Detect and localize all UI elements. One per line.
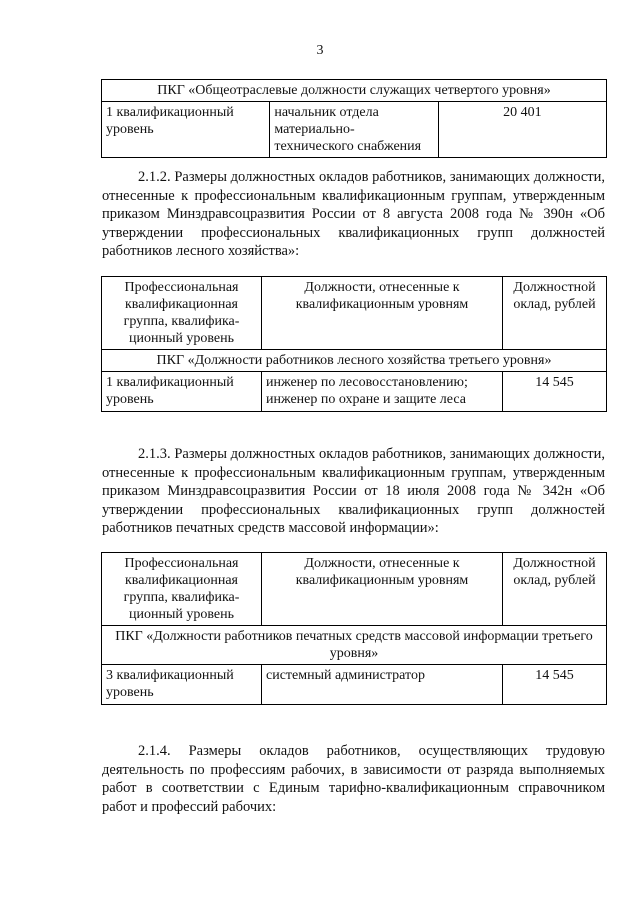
paragraph-2-1-3: 2.1.3. Размеры должностных окладов работников, занимающих должности, отнесенные к профессиональным квалификационным группам, утвержденным приказом Минздравсоцразвития России от 18 июля 2008 года № 342н «Об утверждении профессиональных квалификационных групп должностей работников печатных средств массовой информации»: [102, 446, 605, 536]
salary-table-general [101, 79, 607, 158]
salary-cell: 14 545 [503, 665, 607, 705]
table-header-row [102, 553, 607, 626]
paragraph-2-1-4: 2.1.4. Размеры окладов работников, осуществляющих трудовую деятельность по профессиям рабочих, в зависимости от разряда выполняемых работ в соответствии с Единым тарифно-квалификационным справочником работ и профессий рабочих: [102, 743, 605, 815]
positions-cell: начальник отдела материально-технического снабжения [270, 102, 438, 158]
page-number: 3 [316, 43, 324, 58]
salary-table-media [101, 552, 607, 705]
table-group-title: ПКГ «Должности работников лесного хозяйства третьего уровня» [102, 350, 607, 372]
positions-cell: системный администратор [262, 665, 503, 705]
positions-cell: инженер по лесовосстановлению; инженер по охране и защите леса [262, 372, 503, 412]
column-header-positions: Должности, отнесенные к квалификационным уровням [262, 277, 503, 350]
table-row [102, 102, 607, 158]
qualification-level-cell: 3 квалификационный уровень [102, 665, 262, 705]
table-row [102, 665, 607, 705]
column-header-group: Профессиональная квалификационная группа, квалифика-ционный уровень [102, 277, 262, 350]
column-header-positions: Должности, отнесенные к квалификационным уровням [262, 553, 503, 626]
paragraph-2-1-2: 2.1.2. Размеры должностных окладов работников, занимающих должности, отнесенные к профессиональным квалификационным группам, утвержденным приказом Минздравсоцразвития России от 8 августа 2008 года № 390н «Об утверждении профессиональных квалификационных групп должностей работников лесного хозяйства»: [102, 169, 605, 259]
column-header-salary: Должностной оклад, рублей [503, 277, 607, 350]
table-group-row [102, 80, 607, 102]
table-group-title: ПКГ «Должности работников печатных средств массовой информации третьего уровня» [102, 626, 607, 665]
table-group-row [102, 626, 607, 665]
table-row [102, 372, 607, 412]
column-header-group: Профессиональная квалификационная группа, квалифика-ционный уровень [102, 553, 262, 626]
table-header-row [102, 277, 607, 350]
qualification-level-cell: 1 квалификационный уровень [102, 102, 270, 158]
qualification-level-cell: 1 квалификационный уровень [102, 372, 262, 412]
table-group-row [102, 350, 607, 372]
salary-table-forestry [101, 276, 607, 412]
salary-cell: 20 401 [438, 102, 606, 158]
table-group-title: ПКГ «Общеотраслевые должности служащих четвертого уровня» [102, 80, 607, 102]
salary-cell: 14 545 [503, 372, 607, 412]
column-header-salary: Должностной оклад, рублей [503, 553, 607, 626]
